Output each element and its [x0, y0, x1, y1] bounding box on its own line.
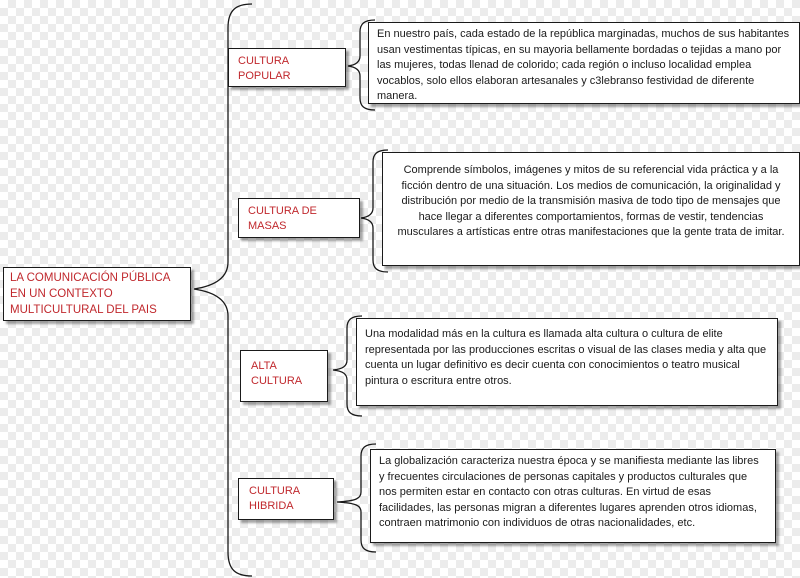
description-masas-box [382, 152, 800, 266]
category-alta-label: ALTA CULTURA [251, 360, 303, 387]
category-masas-box [238, 198, 360, 238]
main-topic-text: LA COMUNICACIÓN PÚBLICA EN UN CONTEXTO MULTICULTURAL DEL PAIS [10, 272, 170, 316]
category-hibrida-box [238, 478, 334, 520]
description-popular-text: En nuestro país, cada estado de la república marginadas, muchos de sus habitantes usan vestimentas típicas, en su mayoria bellamente bordadas o tejidas a mano por las mujeres, todas llenad de colorido; cada región o incluso localidad emplea vocablos, solo ellos elaboran artesanales y c3lebranso festividad de diferente manera. [377, 28, 790, 102]
category-popular-box [228, 48, 346, 87]
category-masas-label: CULTURA DE MASAS [248, 205, 317, 232]
category-alta-box [240, 350, 328, 402]
main-topic-box [3, 267, 191, 321]
category-hibrida-label: CULTURA HIBRIDA [249, 485, 300, 512]
description-hibrida-box [370, 449, 776, 543]
description-alta-box [356, 318, 778, 406]
description-masas-text: Comprende símbolos, imágenes y mitos de su referencial vida práctica y a la ficción dentro de una situación. Los medios de comunicación, la originalidad y distribución por medio de la transmisión masiva de todo tipo de mensajes que hace llegar a diferentes comportamientos, formas de vestir, tendencias musculares a artísticas entre otras manifestaciones que la gente trata de imitar. [397, 164, 785, 238]
description-popular-box [368, 22, 800, 104]
description-hibrida-text: La globalización caracteriza nuestra época y se manifiesta mediante las libres y frecuentes circulaciones de personas capitales y productos culturales que nos permiten estar en contacto con otras culturas. En virtud de esas facilidades, las personas migran a diferentes lugares aprenden otros idiomas, contraen matrimonio con individuos de otras nacionalidades, etc. [379, 455, 759, 529]
description-alta-text: Una modalidad más en la cultura es llamada alta cultura o cultura de elite representada por las producciones escritas o visual de las clases media y alta que cuenta un lugar definitivo es decir cuenta con conocimientos o teatro musical pintura o escritura entre otros. [365, 328, 767, 387]
category-popular-label: CULTURA POPULAR [238, 55, 291, 82]
